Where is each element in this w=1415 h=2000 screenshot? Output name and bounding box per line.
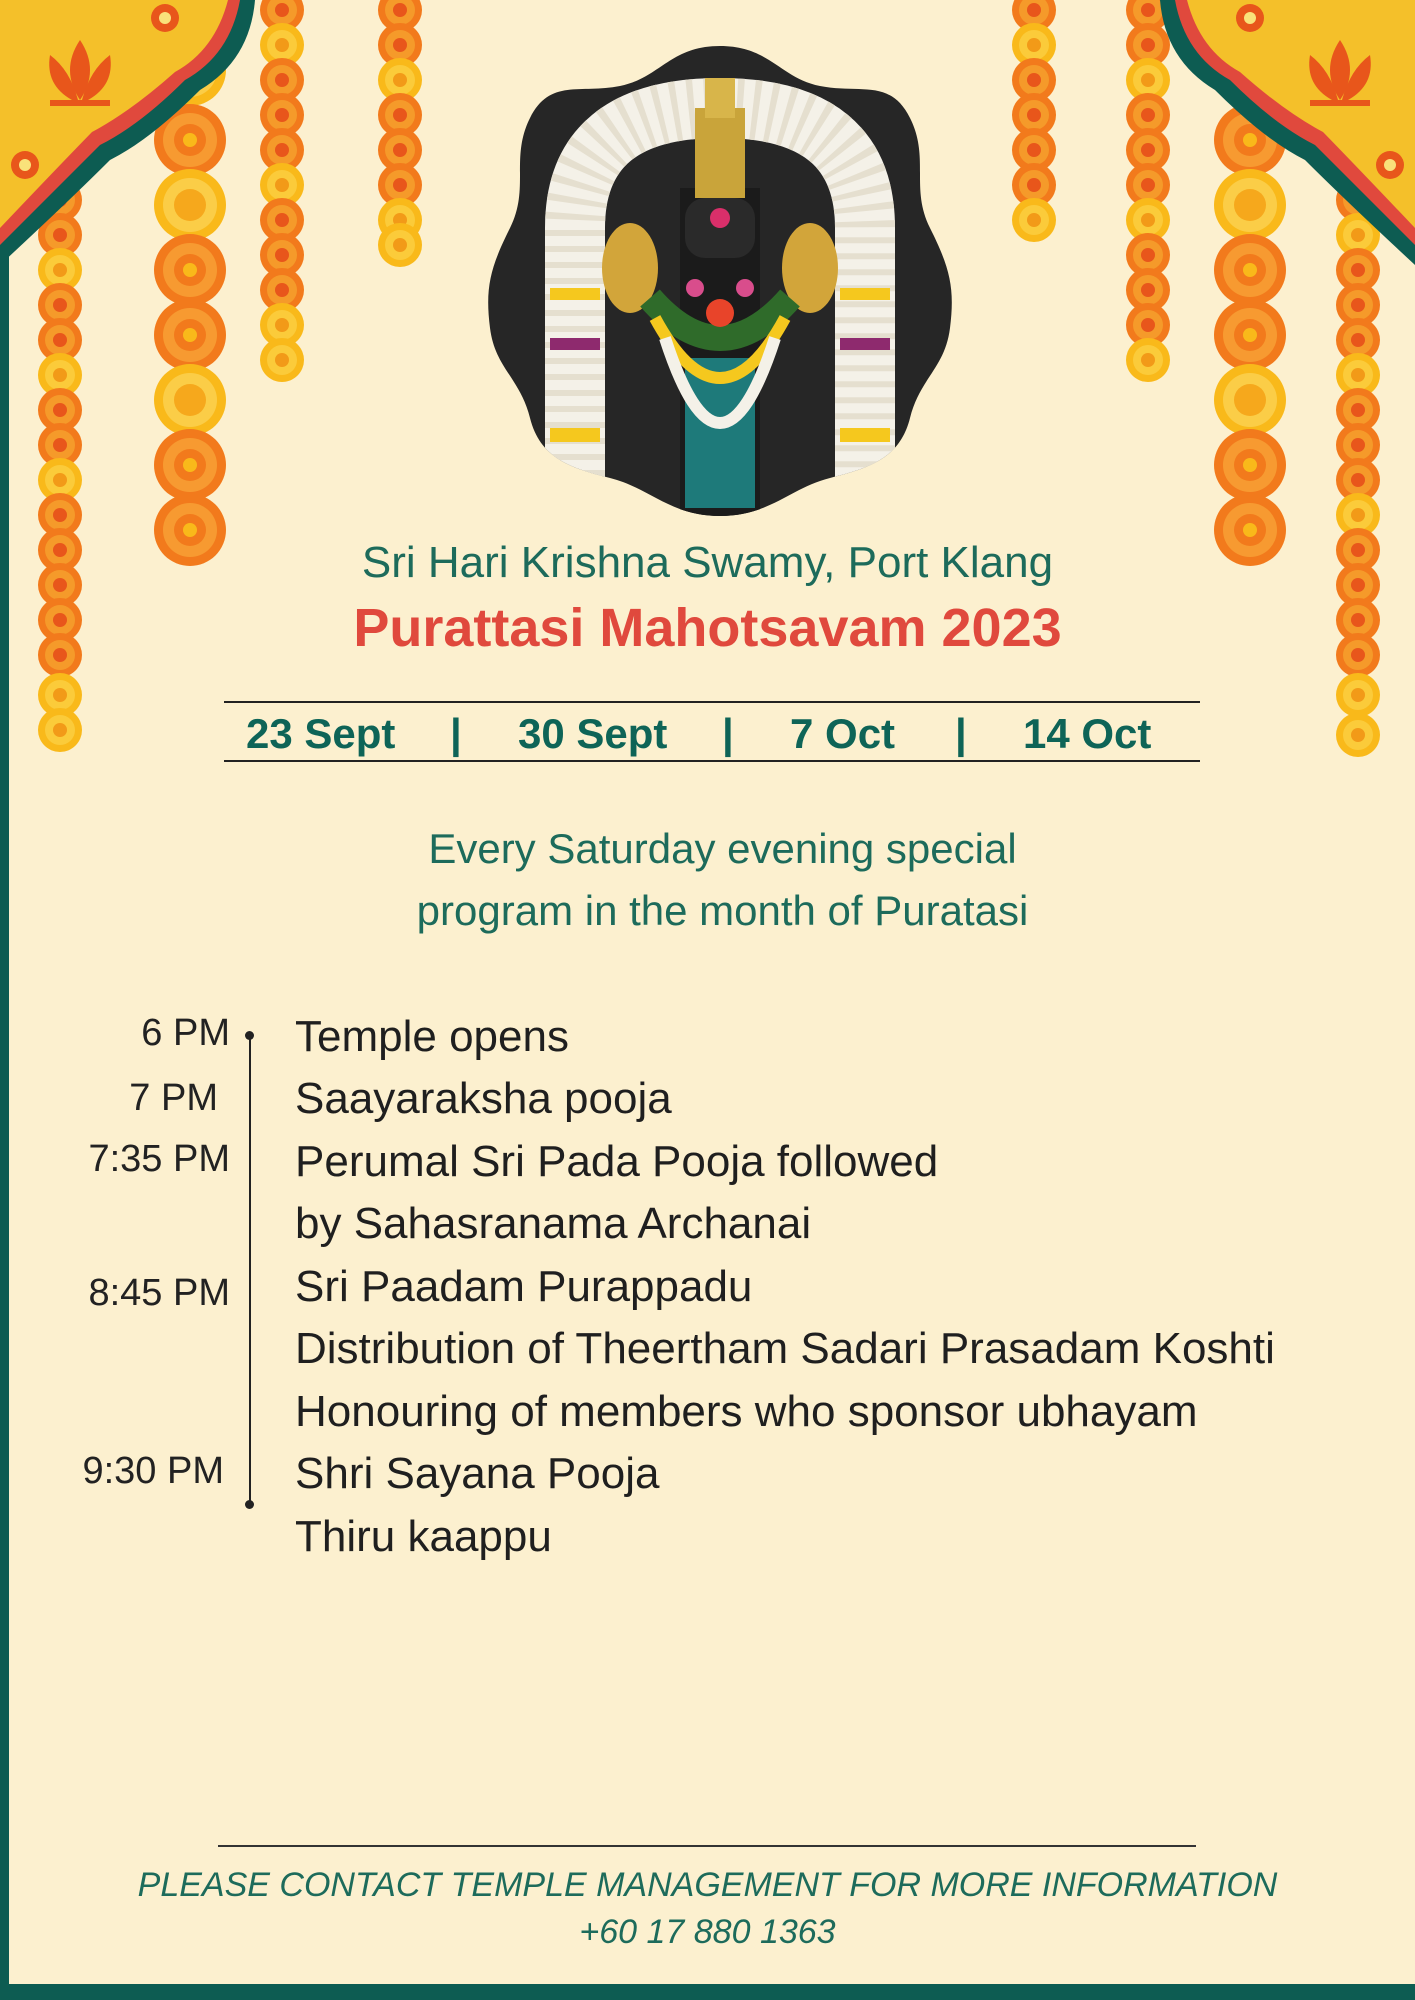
dates-rule-bottom xyxy=(224,760,1200,762)
garland-strand-right-short xyxy=(1012,0,1056,242)
schedule-item: Saayaraksha pooja xyxy=(295,1074,672,1123)
schedule-time: 7 PM xyxy=(129,1077,218,1119)
timeline-dot xyxy=(245,1500,254,1509)
schedule-item: Thiru kaappu xyxy=(295,1512,552,1561)
schedule-item: Distribution of Theertham Sadari Prasadam Koshti xyxy=(295,1324,1275,1373)
corner-ornament-right xyxy=(1145,0,1415,270)
garland-strand-left-short xyxy=(378,0,422,267)
dates-rule-top xyxy=(224,701,1200,703)
schedule-item: by Sahasranama Archanai xyxy=(295,1199,812,1248)
corner-ornament-left xyxy=(0,0,270,270)
dates-bar xyxy=(224,705,1200,763)
timeline-line xyxy=(249,1035,251,1505)
schedule-time: 9:30 PM xyxy=(82,1450,224,1492)
schedule-time: 8:45 PM xyxy=(88,1272,230,1314)
schedule-item: Shri Sayana Pooja xyxy=(295,1449,660,1498)
date-separator: | xyxy=(955,710,967,757)
schedule-item: Sri Paadam Purappadu xyxy=(295,1262,753,1311)
program-intro xyxy=(0,818,1415,942)
schedule-item: Perumal Sri Pada Pooja followed xyxy=(295,1137,939,1186)
date-item: 7 Oct xyxy=(790,710,896,757)
date-item: 14 Oct xyxy=(1023,710,1152,757)
intro-line: program in the month of Puratasi xyxy=(416,887,1029,934)
date-separator: | xyxy=(722,710,734,757)
deity-photo xyxy=(480,38,960,518)
date-separator: | xyxy=(450,710,462,757)
schedule-item: Honouring of members who sponsor ubhayam xyxy=(295,1387,1198,1436)
schedule-time: 6 PM xyxy=(141,1012,230,1054)
contact-phone: +60 17 880 1363 xyxy=(579,1913,836,1951)
contact-note: PLEASE CONTACT TEMPLE MANAGEMENT FOR MORE INFORMATION xyxy=(137,1866,1278,1904)
footer-rule xyxy=(218,1845,1196,1847)
date-item: 30 Sept xyxy=(518,710,668,757)
schedule-time: 7:35 PM xyxy=(88,1138,230,1180)
timeline-dot xyxy=(245,1031,254,1040)
temple-name: Sri Hari Krishna Swamy, Port Klang xyxy=(361,538,1054,587)
bottom-border xyxy=(0,1984,1415,2000)
schedule-item: Temple opens xyxy=(295,1012,569,1061)
event-title: Purattasi Mahotsavam 2023 xyxy=(353,598,1062,658)
intro-line: Every Saturday evening special xyxy=(428,825,1017,872)
date-item: 23 Sept xyxy=(246,710,396,757)
